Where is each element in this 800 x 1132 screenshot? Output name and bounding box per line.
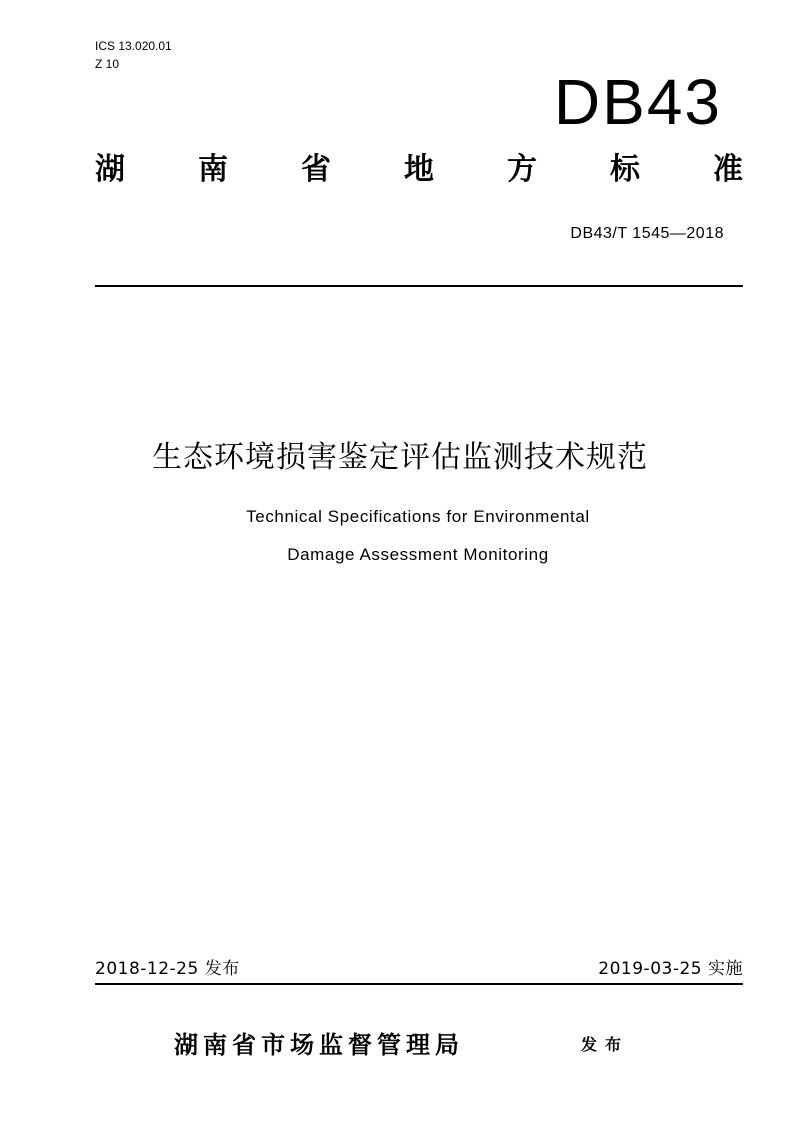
standard-type-char: 方	[507, 152, 537, 187]
document-title-english-line1: Technical Specifications for Environmental	[246, 507, 590, 526]
document-title-english-line2: Damage Assessment Monitoring	[287, 545, 549, 564]
ics-code: ICS 13.020.01	[95, 39, 172, 53]
publish-label: 发布	[581, 1035, 630, 1054]
standard-type-char: 地	[404, 152, 434, 187]
standard-type-char: 南	[198, 152, 228, 187]
standard-type-char: 准	[713, 152, 743, 187]
standard-type-char: 标	[610, 152, 640, 187]
db-code-title: DB43	[553, 66, 722, 138]
standard-number: DB43/T 1545—2018	[570, 225, 724, 242]
footer-divider	[95, 983, 743, 985]
ccs-code: Z 10	[95, 57, 120, 71]
issue-date: 2018-12-25 发布	[95, 959, 240, 979]
header-divider	[95, 285, 743, 287]
standard-type-heading	[95, 148, 743, 192]
publisher-name: 湖南省市场监督管理局	[174, 1031, 464, 1059]
standard-type-char: 湖	[95, 152, 125, 187]
standard-type-char: 省	[301, 152, 331, 187]
implementation-date: 2019-03-25 实施	[598, 959, 743, 979]
document-title-chinese: 生态环境损害鉴定评估监测技术规范	[152, 440, 648, 475]
